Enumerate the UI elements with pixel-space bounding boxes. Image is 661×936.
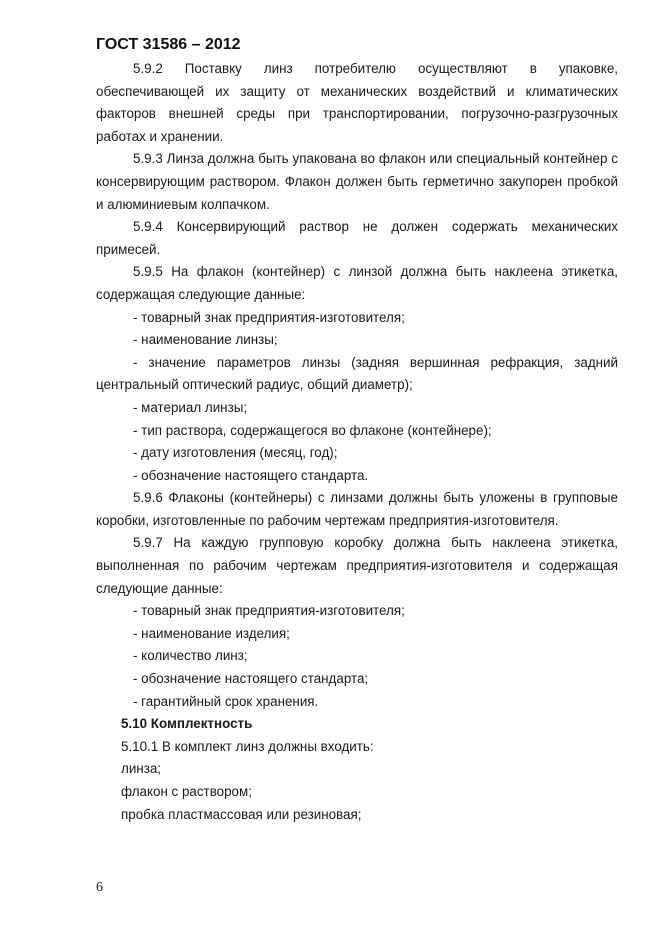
list-item: - обозначение настоящего стандарта. xyxy=(133,467,369,483)
kit-item: флакон с раствором; xyxy=(121,784,252,799)
kit-item: линза; xyxy=(121,761,161,777)
list-item: - значение параметров линзы (задняя вершинная рефракция, задний центральный оптический радиус, общий диаметр); xyxy=(96,354,618,393)
paragraph-5-9-4: 5.9.4 Консервирующий раствор не должен содержать механических примесей. xyxy=(96,219,618,257)
paragraph-5-9-6: 5.9.6 Флаконы (контейнеры) с линзами должны быть уложены в групповые коробки, изготовленные по рабочим чертежам предприятия-изготовителя. xyxy=(96,490,618,528)
list-item: - тип раствора, содержащегося во флаконе (контейнере); xyxy=(133,422,492,438)
list-item: - дату изготовления (месяц, год); xyxy=(133,445,338,461)
document-body xyxy=(96,58,618,826)
list-item: - материал линзы; xyxy=(133,399,248,415)
list-item: - наименование линзы; xyxy=(133,332,278,348)
paragraph-5-10-1: 5.10.1 В комплект линз должны входить: xyxy=(121,738,374,754)
list-item: - товарный знак предприятия-изготовителя; xyxy=(133,309,405,325)
paragraph-5-9-3: 5.9.3 Линза должна быть упакована во флакон или специальный контейнер с консервирующим раствором. Флакон должен быть герметично закупорен пробкой и алюминиевым колпачком. xyxy=(96,151,618,212)
list-item: - наименование изделия; xyxy=(133,625,290,641)
section-heading-5-10: 5.10 Комплектность xyxy=(121,716,253,732)
kit-item: пробка пластмассовая или резиновая; xyxy=(121,806,362,822)
document-header: ГОСТ 31586 – 2012 xyxy=(96,36,241,53)
list-item: - товарный знак предприятия-изготовителя; xyxy=(133,603,405,619)
paragraph-5-9-5: 5.9.5 На флакон (контейнер) с линзой должна быть наклеена этикетка, содержащая следующие данные: xyxy=(96,264,618,302)
list-item: - количество линз; xyxy=(133,648,248,664)
list-item: - гарантийный срок хранения. xyxy=(133,693,319,709)
paragraph-5-9-7: 5.9.7 На каждую групповую коробку должна быть наклеена этикетка, выполненная по рабочим чертежам предприятия-изготовителя и содержащая следующие данные: xyxy=(96,535,618,596)
page-number: 6 xyxy=(96,880,103,895)
paragraph-5-9-2: 5.9.2 Поставку линз потребителю осуществляют в упаковке, обеспечивающей их защиту от механических воздействий и климатических факторов внешней среды при транспортировании, погрузочно-разгрузочных работах и хранении. xyxy=(96,61,618,144)
list-item: - обозначение настоящего стандарта; xyxy=(133,671,369,687)
